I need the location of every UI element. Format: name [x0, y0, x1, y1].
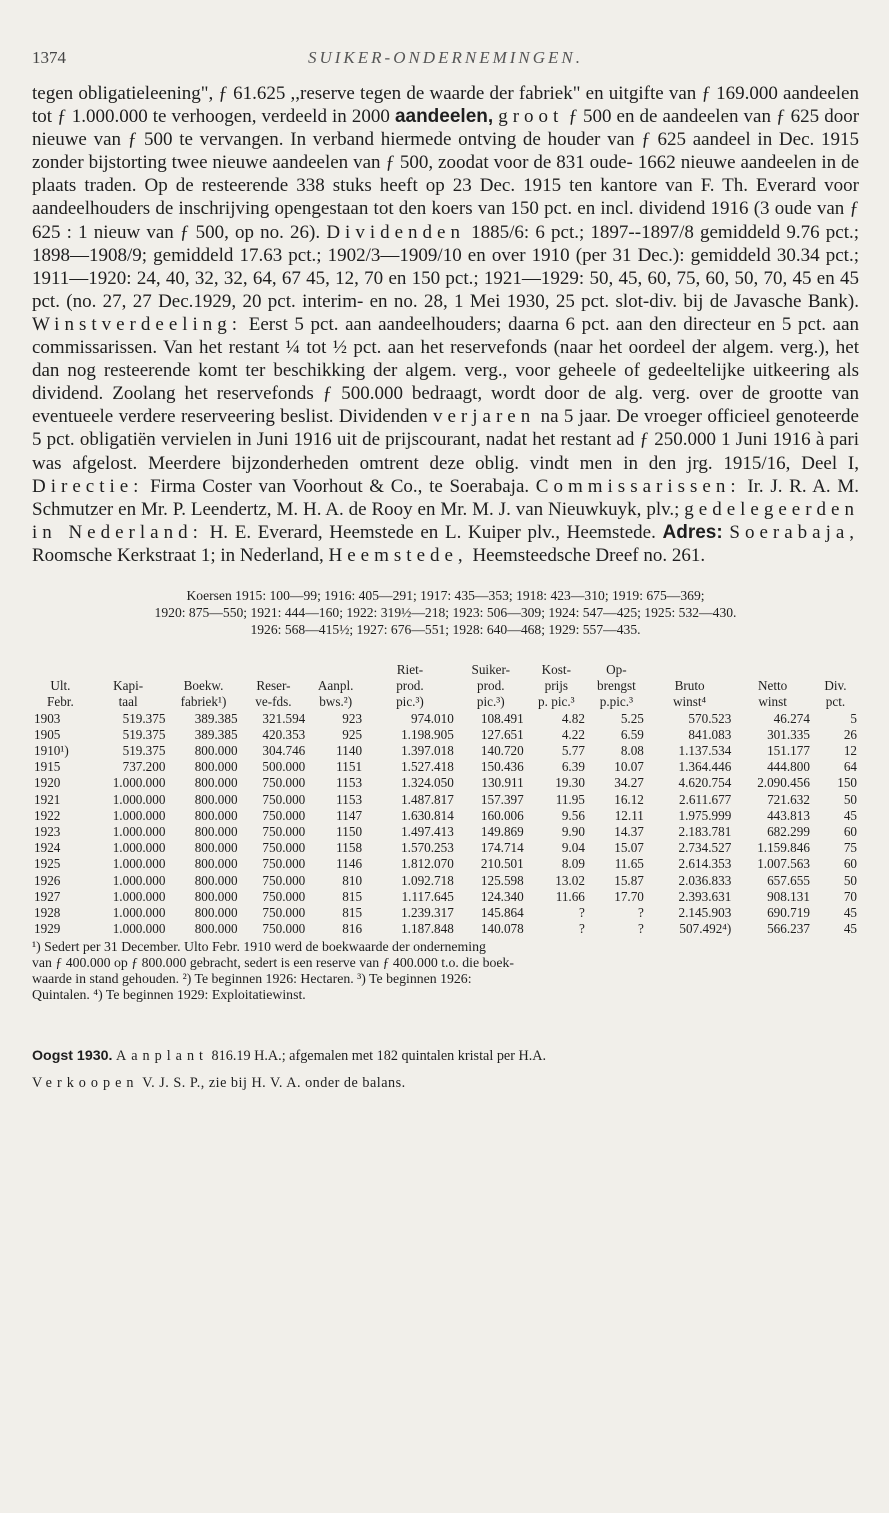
table-cell: 519.375 [122, 742, 166, 758]
table-cell: 800.000 [194, 791, 238, 807]
column-header: brengst [596, 678, 636, 694]
table-cell: 800.000 [194, 759, 238, 775]
column-header: Div. [824, 678, 847, 694]
table-cell: 8.08 [620, 742, 644, 758]
table-cell: 45 [843, 807, 857, 823]
column-header: Boekw. [183, 678, 224, 694]
table-cell: 11.95 [555, 791, 585, 807]
table-cell: 750.000 [262, 905, 306, 921]
table-cell: 750.000 [262, 824, 306, 839]
table-cell: 1.000.000 [112, 775, 166, 791]
table-cell: 800.000 [194, 742, 238, 758]
table-cell: 5 [850, 710, 857, 726]
table-cell: 70 [843, 888, 857, 904]
text-run: Firma Coster van Voorhout & Co., te Soerabaja. [150, 475, 530, 497]
table-cell: 150.436 [480, 759, 524, 775]
table-cell: 1.324.050 [401, 775, 454, 791]
table-cell: 800.000 [194, 856, 238, 872]
table-cell: 17.70 [614, 888, 644, 904]
table-cell: 13.02 [555, 872, 585, 888]
table-cell: 26 [843, 726, 857, 742]
table-cell: 1.117.645 [401, 888, 454, 904]
table-cell: 4.22 [561, 726, 585, 742]
table-cell: 750.000 [262, 921, 306, 937]
table-cell: 566.237 [767, 921, 810, 937]
column-header [167, 662, 239, 678]
column-header: p.pic.³ [599, 694, 634, 710]
table-cell: ? [579, 905, 585, 921]
table-cell: 2.145.903 [678, 905, 732, 921]
table-cell: 108.491 [480, 710, 524, 726]
table-cell: 923 [342, 710, 363, 726]
column-header: Ult. [50, 678, 71, 694]
column-header: Bruto [674, 678, 705, 694]
table-cell: 12.11 [614, 807, 644, 823]
gedelegeerden-heading: gedelegeerden in Nederland: [32, 498, 859, 543]
table-cell: 5.25 [620, 710, 644, 726]
adres-heading: Adres: [662, 521, 723, 543]
table-cell: 690.719 [767, 905, 810, 921]
table-cell: 127.651 [480, 726, 524, 742]
column-header: winst⁴ [672, 694, 707, 710]
harvest-section [32, 1047, 859, 1065]
table-cell: 124.340 [480, 888, 524, 904]
column-header: pct. [825, 694, 846, 710]
table-cell: 420.353 [262, 726, 306, 742]
table-cell: 750.000 [262, 888, 306, 904]
page-number: 1374 [32, 48, 66, 67]
footnote-line: ¹) Sedert per 31 December. Ulto Febr. 1910 werd de boekwaarde der onderneming [32, 939, 486, 955]
table-cell: 125.598 [480, 872, 524, 888]
table-cell: 1.159.846 [757, 840, 810, 856]
table-cell: 1.000.000 [112, 807, 166, 823]
table-cell: 140.720 [480, 742, 524, 758]
text-run: H. E. Everard, Heemstede en L. Kuiper plv., Heemstede. [209, 521, 656, 543]
column-header: taal [118, 694, 138, 710]
table-cell: 64 [843, 759, 857, 775]
table-cell: 6.39 [561, 759, 585, 775]
table-row [32, 921, 859, 937]
table-cell: 443.813 [767, 807, 810, 823]
table-cell: 500.000 [262, 759, 306, 775]
table-cell: 1.364.446 [678, 759, 732, 775]
table-row [32, 840, 859, 856]
oogst-heading: Oogst 1930. [32, 1048, 113, 1065]
oogst-text: 816.19 H.A.; afgemalen met 182 quintalen kristal [211, 1048, 494, 1065]
table-cell: 721.632 [767, 791, 810, 807]
table-cell: 45 [843, 921, 857, 937]
table-cell: 815 [342, 905, 363, 921]
koersen-line: 1926: 568—415½; 1927: 676—551; 1928: 640—468; 1929: 557—435. [250, 621, 641, 637]
column-header [646, 662, 733, 678]
table-cell: 800.000 [194, 824, 238, 839]
table-cell: 2.734.527 [678, 840, 732, 856]
table-cell: 1.527.418 [401, 759, 454, 775]
column-header [89, 662, 168, 678]
table-cell: 570.523 [688, 710, 732, 726]
text-run: Eerst 5 pct. aan aandeelhouders; daarna 6 pct. aan den directeur en 5 pct. aan commissarissen. Van het restant ¼ tot ½ pct. aan het reservefonds (naar het oordeel der algem. verg.), het dan nog resteerende komt ter beschikking der algem. verg., voor geheele of gedeeltelijke uitkeering als dividend. Zoolang het reservefonds ƒ 500.000 bedraagt, wordt door de alg. verg. over de grootte van eventueele verdere reserveering beslist. Dividenden [32, 313, 859, 428]
table-cell: 507.492⁴) [679, 921, 732, 937]
table-cell: 9.90 [561, 824, 585, 839]
table-cell: 816 [342, 921, 363, 937]
table-cell: 1928 [34, 905, 61, 921]
table-row [32, 759, 859, 775]
financial-table-wrap [32, 662, 859, 937]
table-row [32, 856, 859, 872]
table-cell: 60 [843, 856, 857, 872]
table-cell: 130.911 [481, 775, 524, 791]
table-cell: ? [638, 921, 644, 937]
verjaren-term: verjaren [432, 406, 536, 428]
column-header: Kapi- [113, 678, 144, 694]
running-title: SUIKER-ONDERNEMINGEN. [307, 48, 583, 67]
table-header-row [32, 694, 859, 710]
table-cell: 1.137.534 [678, 742, 732, 758]
table-cell: 1146 [336, 856, 363, 872]
column-header: Aanpl. [317, 678, 354, 694]
column-header: Suiker- [471, 661, 511, 677]
column-header: Kost- [541, 661, 571, 677]
table-cell: 1921 [34, 791, 61, 807]
table-cell: ? [579, 921, 585, 937]
table-cell: ? [638, 905, 644, 921]
table-cell: 304.746 [262, 742, 306, 758]
table-cell: 149.869 [480, 824, 524, 839]
table-cell: 1.812.070 [401, 856, 454, 872]
table-cell: 841.083 [688, 726, 732, 742]
table-row [32, 727, 859, 743]
column-header: prod. [477, 678, 505, 694]
table-cell: 1.975.999 [678, 807, 732, 823]
table-cell: 6.59 [620, 726, 644, 742]
table-cell: 815 [342, 888, 363, 904]
table-cell: 1903 [34, 710, 61, 726]
directie-heading: Directie: [32, 475, 144, 497]
table-cell: 1.000.000 [112, 856, 166, 872]
table-cell: 750.000 [262, 791, 306, 807]
table-cell: 750.000 [262, 775, 306, 791]
table-cell: 1.000.000 [112, 921, 166, 937]
table-cell: 2.393.631 [678, 888, 732, 904]
koersen-line: 1920: 875—550; 1921: 444—160; 1922: 319½—218; 1923: 506—309; 1924: 547—425; 1925: 532—430. [154, 604, 737, 620]
table-cell: 2.611.677 [679, 791, 732, 807]
table-cell: 1140 [336, 742, 363, 758]
table-row [32, 792, 859, 808]
table-cell: 210.501 [480, 856, 524, 872]
table-cell: 15.07 [614, 840, 644, 856]
table-cell: 800.000 [194, 888, 238, 904]
table-cell: 34.27 [614, 775, 644, 791]
table-cell: 750.000 [262, 872, 306, 888]
column-header: prijs [544, 678, 569, 694]
table-cell: 800.000 [194, 872, 238, 888]
table-cell: 50 [843, 791, 857, 807]
dividenden-heading: Dividenden [326, 221, 465, 243]
table-cell: 1147 [336, 807, 363, 823]
heemstede-term: Heemstede, [328, 544, 468, 566]
table-cell: 4.82 [561, 710, 585, 726]
table-cell: 800.000 [194, 921, 238, 937]
table-cell: 2.036.833 [678, 872, 732, 888]
text-run: 1885/6: 6 pct.; 1897--1897/8 gemiddeld 9.76 pct.; 1898—1908/9; gemiddeld 17.63 pct.; 1902/3—1909/10 en over 1910 (per 31 Dec.): gemiddeld 30.34 pct.; 1911—1920: 24, 40, 32, 32, 64, 67 45, 12, 70 en 150 pct.; 1921—1929: 50, 45, 60, 75, 60, 50, 70, 45 en 45 pct. (no. 27, 27 Dec.1929, 20 pct. interim- en no. 28, 1 Mei 1930, 25 pct. slot-div. bij de Javasche Bank). [32, 221, 860, 312]
table-cell: 1920 [34, 775, 61, 791]
table-cell: 145.864 [480, 905, 524, 921]
table-cell: 301.335 [767, 726, 810, 742]
text-run: Ir. J. R. A. M. Schmutzer en Mr. P. Leendertz, M. H. A. de Rooy en Mr. M. J. van Nieuwkuyk, plv.; [32, 475, 859, 520]
table-row [32, 711, 859, 727]
table-cell: 1926 [34, 872, 61, 888]
company-description [32, 82, 859, 567]
table-cell: 1.092.718 [401, 872, 454, 888]
table-cell: 1927 [34, 888, 61, 904]
table-row [32, 905, 859, 921]
column-header [240, 662, 308, 678]
table-cell: 1.000.000 [112, 824, 166, 839]
table-cell: 9.56 [561, 807, 585, 823]
table-cell: 1.000.000 [112, 888, 166, 904]
table-cell: 160.006 [480, 807, 524, 823]
column-header: Op- [606, 661, 627, 677]
column-header: p. pic.³ [538, 694, 575, 710]
running-head [32, 48, 859, 82]
table-cell: 389.385 [194, 726, 238, 742]
table-cell: 750.000 [262, 856, 306, 872]
table-cell: 1.239.317 [401, 905, 454, 921]
table-cell: 800.000 [194, 840, 238, 856]
table-cell: 2.614.353 [678, 856, 732, 872]
column-header: Netto [757, 678, 788, 694]
table-cell: 1925 [34, 856, 61, 872]
table-cell: 150 [837, 775, 857, 791]
table-row [32, 824, 859, 840]
table-cell: 1153 [336, 791, 363, 807]
column-header: Febr. [47, 694, 74, 710]
table-cell: 1.007.563 [757, 856, 810, 872]
table-cell: 925 [342, 726, 363, 742]
table-header-row [32, 678, 859, 694]
footnotes [32, 939, 859, 1003]
column-header: bws.²) [319, 694, 353, 710]
table-cell: 174.714 [480, 840, 524, 856]
text-run: Roomsche Kerkstraat 1; in Nederland, [32, 544, 324, 566]
table-cell: 16.12 [614, 791, 644, 807]
table-cell: 1.187.848 [401, 921, 454, 937]
table-cell: 2.183.781 [678, 824, 732, 839]
table-cell: 8.09 [561, 856, 585, 872]
table-cell: 1923 [34, 824, 61, 839]
table-cell: 1915 [34, 759, 61, 775]
table-cell: 19.30 [555, 775, 585, 791]
table-header [32, 662, 859, 711]
column-header [812, 662, 859, 678]
table-cell: 908.131 [767, 888, 810, 904]
column-header: pic.³) [476, 694, 505, 710]
table-cell: 15.87 [614, 872, 644, 888]
table-cell: 1905 [34, 726, 61, 742]
table-cell: 140.078 [480, 921, 524, 937]
winstverdeeling-heading: Winstverdeeling: [32, 313, 243, 335]
table-cell: 682.299 [767, 824, 810, 839]
table-cell: 1.000.000 [112, 840, 166, 856]
soerabaja-term: Soerabaja, [729, 521, 860, 543]
table-row [32, 775, 859, 791]
table-cell: 10.07 [614, 759, 644, 775]
table-cell: 5.77 [561, 742, 585, 758]
table-cell: 1.497.413 [401, 824, 454, 839]
column-header: Reser- [256, 678, 291, 694]
aanplant-term: Aanplant [115, 1048, 208, 1065]
table-cell: 9.04 [561, 840, 585, 856]
table-header-row [32, 662, 859, 678]
table-cell: 1.397.018 [401, 742, 454, 758]
table-cell: 1.570.253 [401, 840, 454, 856]
table-body [32, 711, 859, 938]
column-header [733, 662, 812, 678]
footnote-line: waarde in stand gehouden. ²) Te beginnen 1926: Hectaren. ³) Te beginnen 1926: [32, 971, 472, 987]
column-header: Riet- [396, 661, 424, 677]
column-header: ve-fds. [255, 694, 292, 710]
table-cell: 50 [843, 872, 857, 888]
table-cell: 800.000 [194, 807, 238, 823]
table-cell: 1910¹) [34, 742, 69, 758]
column-header: fabriek¹) [180, 694, 227, 710]
table-cell: 750.000 [262, 807, 306, 823]
column-header: winst [758, 694, 787, 710]
table-cell: 1924 [34, 840, 61, 856]
table-cell: 1929 [34, 921, 61, 937]
aandeelen-heading: aandeelen, [394, 106, 494, 128]
table-cell: 1.000.000 [112, 872, 166, 888]
text-run: tegen obligatieleening", ƒ 61.625 ,,reserve tegen de waarde der fabriek" en uitgifte van ƒ 169.000 aandeelen tot ƒ 1.000.000 te verhoogen, verdeeld in 2000 [32, 83, 859, 128]
table-cell: 519.375 [122, 710, 166, 726]
table-cell: 1150 [336, 824, 363, 839]
table-cell: 1.000.000 [112, 905, 166, 921]
table-cell: 1158 [336, 840, 363, 856]
column-header [32, 662, 89, 678]
table-cell: 2.090.456 [757, 775, 810, 791]
column-header: prod. [396, 678, 424, 694]
table-cell: 800.000 [194, 775, 238, 791]
column-header: pic.³) [396, 694, 424, 710]
table-cell: 1.000.000 [112, 791, 166, 807]
table-cell: 519.375 [122, 726, 166, 742]
table-cell: 1.630.814 [401, 807, 454, 823]
commissarissen-heading: Commissarissen: [535, 475, 741, 497]
sales-section [32, 1075, 859, 1092]
table-cell: 1.487.817 [401, 791, 454, 807]
table-cell: 800.000 [194, 905, 238, 921]
table-cell: 810 [342, 872, 363, 888]
table-cell: 321.594 [262, 710, 306, 726]
table-cell: 737.200 [122, 759, 166, 775]
table-cell: 1922 [34, 807, 61, 823]
koersen-line: Koersen 1915: 100—99; 1916: 405—291; 1917: 435—353; 1918: 423—310; 1919: 675—369; [186, 587, 705, 603]
table-cell: 1151 [336, 759, 363, 775]
text-run: na 5 jaar. De vroeger officieel genoteerde 5 pct. obligatiën vervielen in Juni 1916 uit de prijscourant, nadat het restant ad ƒ 250.000 1 Juni 1916 à pari was afgelost. Meerdere bijzonderheden omtrent deze oblig. vindt men in den jrg. 1915/16, Deel I, [32, 406, 859, 474]
oogst-text-cont: per H.A. [496, 1048, 547, 1065]
table-row [32, 889, 859, 905]
text-run: Heemsteedsche Dreef no. 261. [472, 544, 706, 566]
groot-term: groot [498, 106, 564, 128]
table-cell: 157.397 [480, 791, 524, 807]
table-cell: 11.66 [555, 888, 585, 904]
verkoopen-heading: Verkoopen [32, 1075, 139, 1092]
verkoopen-text: V. J. S. P., zie bij H. V. A. onder de balans. [142, 1075, 406, 1092]
share-price-history [32, 587, 859, 638]
table-cell: 1.198.905 [401, 726, 454, 742]
table-cell: 1153 [336, 775, 363, 791]
table-cell: 151.177 [767, 742, 810, 758]
table-cell: 14.37 [614, 824, 644, 839]
text-run: ƒ 500 en de aandeelen van ƒ 625 door nieuwe van ƒ 500 te vervangen. In verband hiermede ontving de houder van ƒ 625 aandeel in Dec. 1915 zonder bijstorting twee nieuwe aandeelen van ƒ 500, zoodat voor de 831 oude- 1662 nieuwe aandeelen in de plaats traden. Op de resteerende 338 stuks heeft op 23 Dec. 1915 ten kantore van F. Th. Everard voor aandeelhouders de inschrijving opengestaan tot den koers van 150 pct. en incl. dividend 1916 (3 oude van ƒ 625 : 1 nieuw van ƒ 500, op no. 26). [32, 106, 860, 243]
financial-table [32, 662, 859, 937]
table-cell: 60 [843, 824, 857, 839]
footnote-line: van ƒ 400.000 op ƒ 800.000 gebracht, sedert is een reserve van ƒ 400.000 t.o. die boek- [32, 955, 515, 971]
table-cell: 657.655 [767, 872, 810, 888]
table-cell: 974.010 [410, 710, 454, 726]
table-cell: 46.274 [773, 710, 810, 726]
table-cell: 11.65 [614, 856, 644, 872]
table-row [32, 743, 859, 759]
table-cell: 45 [843, 905, 857, 921]
table-cell: 750.000 [262, 840, 306, 856]
table-row [32, 873, 859, 889]
column-header [307, 662, 364, 678]
table-row [32, 808, 859, 824]
footnote-line: Quintalen. ⁴) Te beginnen 1929: Exploitatiewinst. [32, 987, 306, 1003]
table-cell: 444.800 [767, 759, 810, 775]
table-cell: 389.385 [194, 710, 238, 726]
table-cell: 4.620.754 [678, 775, 732, 791]
table-cell: 75 [843, 840, 857, 856]
table-cell: 12 [843, 742, 857, 758]
